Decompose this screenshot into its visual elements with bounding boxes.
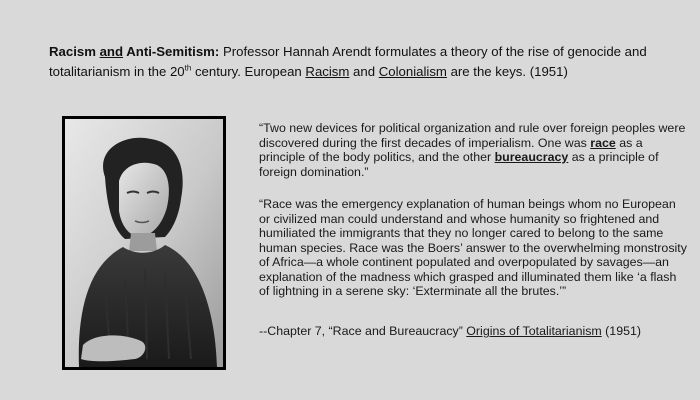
topic-and: and (99, 44, 124, 59)
heading-text-4: are the keys. (1951) (446, 64, 568, 79)
citation-prefix: --Chapter 7, “Race and Bureaucracy” (259, 324, 467, 338)
slide-heading (49, 42, 669, 82)
citation-year: (1951) (601, 324, 641, 338)
key-colonialism: Colonialism (378, 64, 447, 79)
quote-boers: “Race was the emergency explanation of human beings whom no European or civilized man could understand and whose humanity so frightened and humiliated the immigrants that they no longer cared to belong to the same human species. Race was the Boers’ answer to the overwhelming monstrosity of Africa—a whole continent populated and overpopulated by savages—an explanation of the madness which grasped and illuminated them like ‘a flash of lightning in a serene sky: ‘Exterminate all the brutes.’” (259, 197, 687, 298)
heading-text-2: century. European (191, 64, 306, 79)
key-racism: Racism (305, 64, 350, 79)
topic-racism: Racism (49, 44, 96, 59)
citation-book: Origins of Totalitarianism (466, 324, 602, 338)
quote1-race: race (590, 135, 616, 150)
quote1-bureaucracy: bureaucracy (494, 150, 569, 164)
citation (259, 324, 689, 339)
heading-text-1: Professor Hannah Arendt formulates a theory of the rise of genocide and totalitarianism in the 20 (49, 44, 647, 79)
portrait-photo (62, 116, 226, 370)
heading-text-3: and (349, 64, 379, 79)
portrait-photo-icon (65, 119, 223, 367)
quote1-part-3: as a principle of foreign domination.” (259, 150, 659, 179)
quote1-part-2: as a principle of the body politics, and the other (259, 135, 643, 164)
quote-race-bureaucracy (259, 121, 689, 179)
topic-anti-semitism: Anti-Semitism: (126, 44, 220, 59)
heading-ordinal: th (184, 63, 192, 73)
quote1-part-1: “Two new devices for political organization and rule over foreign peoples were discovered during the first decades of imperialism. One was (259, 121, 686, 150)
